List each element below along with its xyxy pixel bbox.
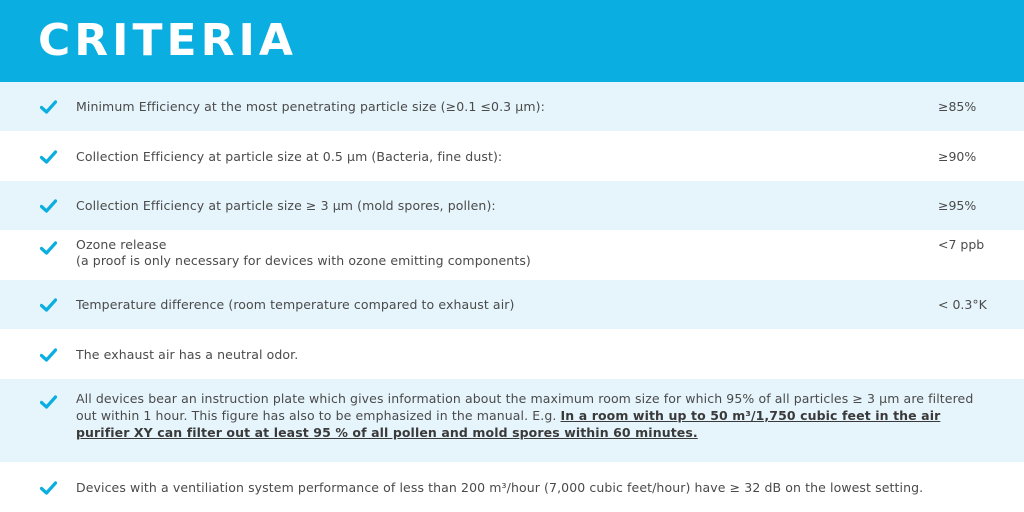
criteria-value: < 0.3°K xyxy=(938,297,987,312)
criteria-label: Devices with a ventiliation system performance of less than 200 m³/hour (7,000 cubic feet/hour) have ≥ 32 dB on the lowest setting. xyxy=(76,480,924,495)
criteria-row xyxy=(0,230,1024,280)
criteria-row xyxy=(0,462,1024,512)
example-emphasis: In a room with up to 50 m³/1,750 cubic feet in the air purifier XY can filter out at least 95 % of all pollen and mold spores within 60 minutes. xyxy=(76,408,941,440)
criteria-label: The exhaust air has a neutral odor. xyxy=(76,347,299,362)
header-banner xyxy=(0,0,1024,82)
criteria-label-line: Ozone release xyxy=(76,237,167,252)
check-icon xyxy=(40,298,57,312)
check-icon xyxy=(40,150,57,164)
criteria-label xyxy=(76,390,981,441)
criteria-label-note: (a proof is only necessary for devices with ozone emitting components) xyxy=(76,253,531,268)
criteria-label-text: All devices bear an instruction plate which gives information about the maximum room size for which 95% of all particles ≥ 3 µm are filtered out within 1 hour. This figure has also to be emphasized in the manual. E.g. xyxy=(76,391,974,423)
check-icon xyxy=(40,395,57,409)
criteria-value: ≥85% xyxy=(938,99,977,114)
check-icon xyxy=(40,199,57,213)
criteria-value: <7 ppb xyxy=(938,237,985,252)
check-icon xyxy=(40,241,57,255)
check-icon xyxy=(40,100,57,114)
criteria-value: ≥90% xyxy=(938,149,977,164)
criteria-value: ≥95% xyxy=(938,198,977,213)
criteria-row xyxy=(0,379,1024,462)
page-title: CRITERIA xyxy=(38,15,297,66)
criteria-label: Collection Efficiency at particle size ≥ 3 µm (mold spores, pollen): xyxy=(76,198,496,213)
criteria-row xyxy=(0,131,1024,181)
criteria-row xyxy=(0,329,1024,379)
check-icon xyxy=(40,348,57,362)
criteria-label: Temperature difference (room temperature compared to exhaust air) xyxy=(76,297,515,312)
criteria-row xyxy=(0,82,1024,131)
criteria-row xyxy=(0,280,1024,329)
criteria-label: Collection Efficiency at particle size at 0.5 µm (Bacteria, fine dust): xyxy=(76,149,503,164)
criteria-label xyxy=(76,237,916,269)
criteria-row xyxy=(0,181,1024,230)
criteria-label: Minimum Efficiency at the most penetrating particle size (≥0.1 ≤0.3 µm): xyxy=(76,99,545,114)
check-icon xyxy=(40,481,57,495)
